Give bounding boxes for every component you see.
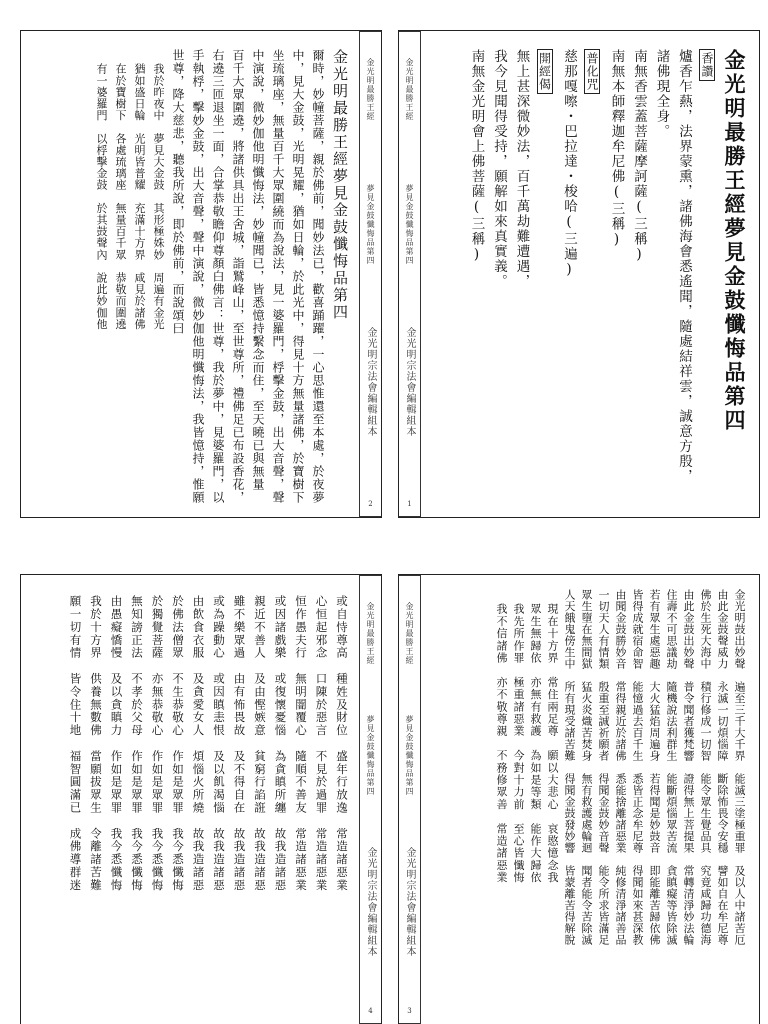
verse-line: 或自恃尊高 種姓及財位 盛年行放逸 常造諸惡業 [335,595,349,892]
page-3 [398,574,760,1024]
verse-line: 親近不善人 及由慳嫉意 貧窮行諂誑 故我造諸惡 [253,595,267,892]
verse-line: 或因諸戲樂 或復懷憂惱 為貪瞋所纏 故我造諸惡 [273,595,288,892]
text-line: 諸佛現全身。 [653,49,670,139]
verse-line: 由聞金鼓勝妙音 常得親近於諸佛 悉能捨離諸惡業 純修清淨諸善品 [614,589,627,946]
prose-line: 世尊，降大慈悲，聽我所說，即於佛前，而說頌曰 [171,49,185,335]
verse-line: 由此金鼓聲威力 永滅一切煩惱障 斷除怖畏令安穩 譬如自在牟尼尊 [716,589,729,946]
prose-line: 中演說，微妙伽他明懺悔法，妙幢聞已，皆悉憶持繫念而住，至天曉已與無量 [251,49,265,491]
prose-line: 右遶三匝退坐一面，合掌恭敬瞻仰尊顏白佛言：世尊，我於夢中，見婆羅門，以 [211,49,225,504]
verse-line: 我於昨夜中 夢見大金鼓 其形極姝妙 周遍有金光 [152,63,165,330]
page-4 [20,574,382,1024]
page-4-header-strip [359,575,381,1024]
page-2 [20,30,382,518]
header-sutra-name: 金光明最勝王經 [366,602,375,665]
page-1 [398,30,760,518]
verse-line: 皆得成就宿命智 能憶過去百千生 悉皆正念牟尼尊 得聞如來甚深教 [631,589,644,946]
verse-line: 我於十方界 供養無數佛 當願拔眾生 令離諸苦難 [89,595,103,892]
header-publisher: 金光明宗法會編輯組本 [404,327,415,438]
page-4-body [69,595,347,1024]
header-sutra-name: 金光明最勝王經 [405,602,414,665]
page-number: 2 [368,499,373,508]
text-line: 爐香乍爇，法界蒙熏，諸佛海會悉遙聞，隨處結祥雲，誠意方殷， [676,49,692,484]
header-publisher: 金光明宗法會編輯組本 [404,846,415,957]
text-line: 慈那嘎嚓・巴拉達・梭哈(三遍) [561,49,577,279]
verse-line: 由飲食衣服 及貪愛女人 煩惱火所燒 故我造諸惡 [191,595,206,892]
verse-line: 現在十方界 常住兩足尊 願以大悲心 哀愍憶念我 [546,603,559,884]
verse-line: 人天餓鬼傍生中 所有現受諸苦難 得聞金鼓發妙響 皆蒙離苦得解脫 [563,589,576,946]
verse-line: 於獨覺菩薩 亦無恭敬心 作如是眾罪 我今悉懺悔 [150,595,165,892]
header-chapter-name: 夢見金鼓懺悔品第四 [405,715,414,797]
verse-line: 住壽不可思議劫 隨機說法利群生 能斷煩惱眾苦流 貪瞋癡等皆除滅 [665,589,678,946]
page-3-body [496,589,745,1024]
page-1-body [469,49,745,499]
header-chapter-name: 夢見金鼓懺悔品第四 [405,183,414,265]
verse-line: 無知謗正法 不孝於父母 作如是眾罪 我今悉懺悔 [130,595,144,892]
header-sutra-name: 金光明最勝王經 [366,58,375,121]
verse-line: 心恒起邪念 口陳於惡言 不見於過罪 常造諸惡業 [314,595,329,892]
text-line: 無上甚深微妙法，百千萬劫難遭遇， [513,49,530,289]
text-line: 我今見聞得受持，願解如來真實義。 [491,49,507,289]
text-line: 南無金光明會上佛菩薩(三稱) [468,49,485,264]
verse-line: 佛於生死大海中 積行修成一切智 能令眾生覺品具 究竟咸歸功德海 [699,589,712,946]
verse-line: 在於寶樹下 各處琉璃座 無量百千眾 恭敬而圍遶 [114,63,127,330]
verse-line: 金光明鼓出妙聲 遍至三千大千界 能滅三塗極重罪 及以人中諸苦厄 [733,589,746,946]
verse-line: 我不信諸佛 亦不敬尊親 不務修眾善 常造諸惡業 [495,603,508,884]
verse-line: 眾生墮在無間獄 猛火炎熾苦焚身 無有救護處輪迴 聞者能令苦除滅 [580,589,593,946]
text-line: 南無本師釋迦牟尼佛(三稱) [608,49,625,249]
header-sutra-name: 金光明最勝王經 [405,58,414,121]
verse-line: 或為躁動心 或因瞋恚恨 及以飢渴惱 故我造諸惡 [212,595,226,892]
verse-line: 於佛法僧眾 不生恭敬心 作如是眾罪 我今悉懺悔 [171,595,185,892]
verse-line: 眾生無歸依 亦無有救護 為如是等類 能作大歸依 [529,603,542,884]
verse-line: 由愚癡憍慢 及以貪瞋力 作如是眾罪 我今悉懺悔 [109,595,124,892]
verse-line: 雖不樂眾過 由有怖畏故 及不得自在 故我造諸惡 [232,595,247,892]
page-1-header-strip [399,31,421,517]
header-publisher: 金光明宗法會編輯組本 [365,846,376,957]
section-label-incense-praise: 香讚 [699,49,715,499]
prose-line: 手執桴，擊妙金鼓，出大音聲，聲中演說，微妙伽他明懺悔法，我皆憶持，惟願 [191,49,205,504]
prose-line: 中，見大金鼓，光明晃耀，猶如日輪，於此光中，得見十方無量諸佛，於寶樹下 [291,49,305,504]
verse-line: 由此金鼓出妙聲 普令聞者獲梵響 證得無上菩提果 常轉清淨妙法輪 [682,589,695,946]
page-2-body [95,49,349,504]
section-label-mantra: 普化咒 [584,49,600,499]
page-number: 4 [368,1006,373,1015]
verse-line: 一切天人有情類 殷重至誠祈願者 得聞金鼓妙音聲 能令所求皆滿足 [597,589,610,946]
chapter-title: 金光明最勝王經夢見金鼓懺悔品第四 [331,49,349,321]
verse-line: 我先所作罪 極重諸惡業 今對十力前 至心皆懺悔 [512,603,525,884]
page-3-header-strip [399,575,421,1024]
text-line: 南無香雲蓋菩薩摩訶薩(三稱) [631,49,647,264]
prose-line: 坐琉璃座，無量百千大眾圍繞而為說法，見一婆羅門，桴擊金鼓，出大音聲，聲 [271,49,285,504]
header-chapter-name: 夢見金鼓懺悔品第四 [366,183,375,265]
verse-line: 若有眾生處惡趣 大火猛焰周遍身 若得聞是妙鼓音 即能離苦歸依佛 [648,589,661,946]
page-number: 3 [407,1006,412,1015]
verse-line: 願一切有情 皆令住十地 福智圓滿已 成佛導群迷 [68,595,83,892]
verse-line: 恒作愚夫行 無明闇覆心 隨順不善友 常造諸惡業 [294,595,308,892]
header-chapter-name: 夢見金鼓懺悔品第四 [366,715,375,797]
verse-line: 有一婆羅門 以桴擊金鼓 於其鼓聲內 說此妙伽他 [95,63,108,330]
header-publisher: 金光明宗法會編輯組本 [365,327,376,438]
page-2-header-strip [359,31,381,517]
page-number: 1 [407,499,412,508]
prose-line: 爾時，妙幢菩薩，親於佛前，聞妙法已，歡喜踊躍，一心思惟還至本處，於夜夢 [311,49,325,504]
chapter-title: 金光明最勝王經夢見金鼓懺悔品第四 [722,49,747,433]
verse-line: 猶如盛日輪 光明皆普耀 充滿十方界 咸見於諸佛 [133,63,146,330]
prose-line: 百千大眾圍遶，將諸供具出王舍城，詣鷲峰山，至世尊所，禮佛足已布設香花， [231,49,245,504]
section-label-opening-verse: 開經偈 [537,49,553,499]
